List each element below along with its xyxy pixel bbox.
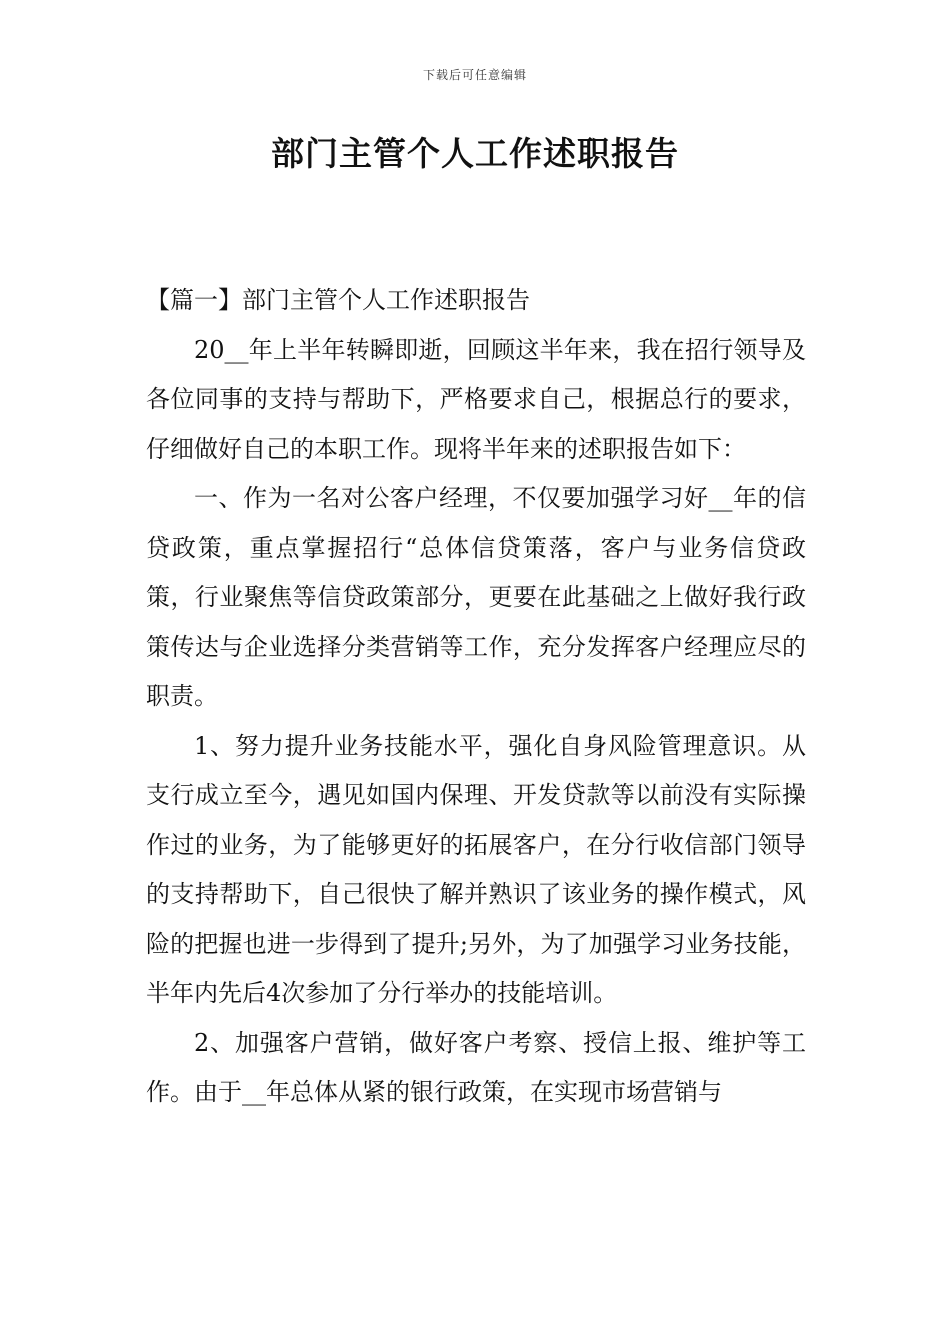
paragraph-item-1: 1、努力提升业务技能水平，强化自身风险管理意识。从支行成立至今，遇见如国内保理、开发贷款等以前没有实际操作过的业务，为了能够更好的拓展客户，在分行收信部门领导的支持帮助下，自己很快了解并熟识了该业务的操作模式，风险的把握也进一步得到了提升;另外，为了加强学习业务技能，半年内先后4次参加了分行举办的技能培训。	[146, 731, 806, 1007]
document-title: 部门主管个人工作述职报告	[271, 134, 679, 173]
document-body	[146, 276, 806, 1118]
header-note: 下载后可任意编辑	[422, 68, 527, 82]
section-heading: 【篇一】部门主管个人工作述职报告	[146, 286, 530, 314]
paragraph-item-2: 2、加强客户营销，做好客户考察、授信上报、维护等工作。由于__年总体从紧的银行政策，在实现市场营销与	[146, 1028, 806, 1106]
paragraph-point-one: 一、作为一名对公客户经理，不仅要加强学习好__年的信贷政策，重点掌握招行“总体信贷策落，客户与业务信贷政策，行业聚焦等信贷政策部分，更要在此基础之上做好我行政策传达与企业选择分类营销等工作，充分发挥客户经理应尽的职责。	[146, 484, 806, 710]
paragraph-intro: 20__年上半年转瞬即逝，回顾这半年来，我在招行领导及各位同事的支持与帮助下，严格要求自己，根据总行的要求，仔细做好自己的本职工作。现将半年来的述职报告如下：	[146, 335, 806, 463]
